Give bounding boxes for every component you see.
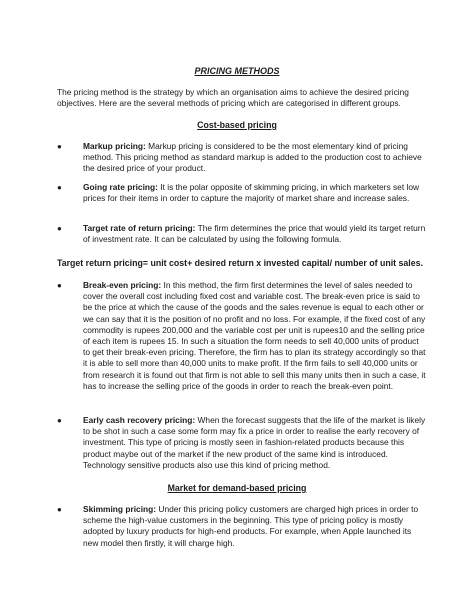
page-title: PRICING METHODS — [194, 66, 280, 76]
list-item-markup-pricing — [57, 141, 427, 175]
list-item-early-cash-recovery — [57, 415, 427, 471]
item-text: Under this pricing policy customers are charged high prices in order to scheme the high-value customers in the beginning. This type of pricing policy is mostly adopted by luxury products for high-end products. For example, when Apple launched its new model then firstly, it will charge high. — [83, 504, 419, 548]
bullet-icon: ● — [57, 281, 62, 290]
item-label: Markup pricing: — [83, 141, 146, 151]
list-item-target-rate-pricing — [57, 223, 427, 245]
bullet-icon: ● — [57, 505, 62, 514]
section-heading-demand-based: Market for demand-based pricing — [167, 483, 307, 493]
item-text: It is the polar opposite of skimming pricing, in which marketers set low prices for their items in order to capture the majority of market share and increase sales. — [83, 182, 420, 204]
item-text: In this method, the firm first determines the level of sales needed to cover the overall cost including fixed cost and variable cost. The break-even price is said to be the price at which the cause of the goods and the sales revenue is equal to each other or we can say that it is the position of no profit and no loss. For example, if the fixed cost of any commodity is rupees 200,000 and the variable cost per unit is rupees10 and the selling price of each item is rupees 15. In such a situation the form needs to sell 40,000 units of product to get their break-even pricing. Therefore, the firm has to plan its strategy accordingly so that it is able to sell more than 40,000 units to make profit. If the firm fails to sell 40,000 units or from research it is found out that firm is not able to sell this many units then in such a case, it has to increase the selling price of the goods in order to reach the break-even point. — [83, 280, 426, 391]
item-text: The firm determines the price that would yield its target return of investment rate. It can be calculated by using the following formula. — [83, 223, 426, 245]
item-label: Target rate of return pricing: — [83, 223, 196, 233]
item-text: When the forecast suggests that the life of the market is likely to be shot in such a case some form may fix a price in order to realise the early recovery of investment. This type of pricing is mostly seen in fashion-related products because this product maybe out of the market if the new product of the same kind is introduced. Technology sensitive products also use this kind of pricing method. — [83, 415, 426, 470]
section-heading-cost-based: Cost-based pricing — [197, 120, 277, 130]
item-label: Early cash recovery pricing: — [83, 415, 196, 425]
list-item-going-rate-pricing — [57, 182, 427, 204]
formula-text: Target return pricing= unit cost+ desired return x invested capital/ number of unit sales. — [57, 258, 423, 268]
list-item-skimming-pricing — [57, 504, 427, 549]
item-label: Skimming pricing: — [83, 504, 157, 514]
item-label: Going rate pricing: — [83, 182, 158, 192]
bullet-icon: ● — [57, 183, 62, 192]
bullet-icon: ● — [57, 142, 62, 151]
intro-paragraph: The pricing method is the strategy by which an organisation aims to achieve the desired pricing objectives. Here are the several methods of pricing which are categorised in different groups. — [57, 87, 409, 109]
bullet-icon: ● — [57, 416, 62, 425]
bullet-icon: ● — [57, 224, 62, 233]
item-label: Break-even pricing: — [83, 280, 162, 290]
list-item-break-even-pricing — [57, 280, 427, 392]
item-text: Markup pricing is considered to be the most elementary kind of pricing method. This pricing method as standard markup is added to the production cost to achieve the desired price of your product. — [83, 141, 422, 174]
